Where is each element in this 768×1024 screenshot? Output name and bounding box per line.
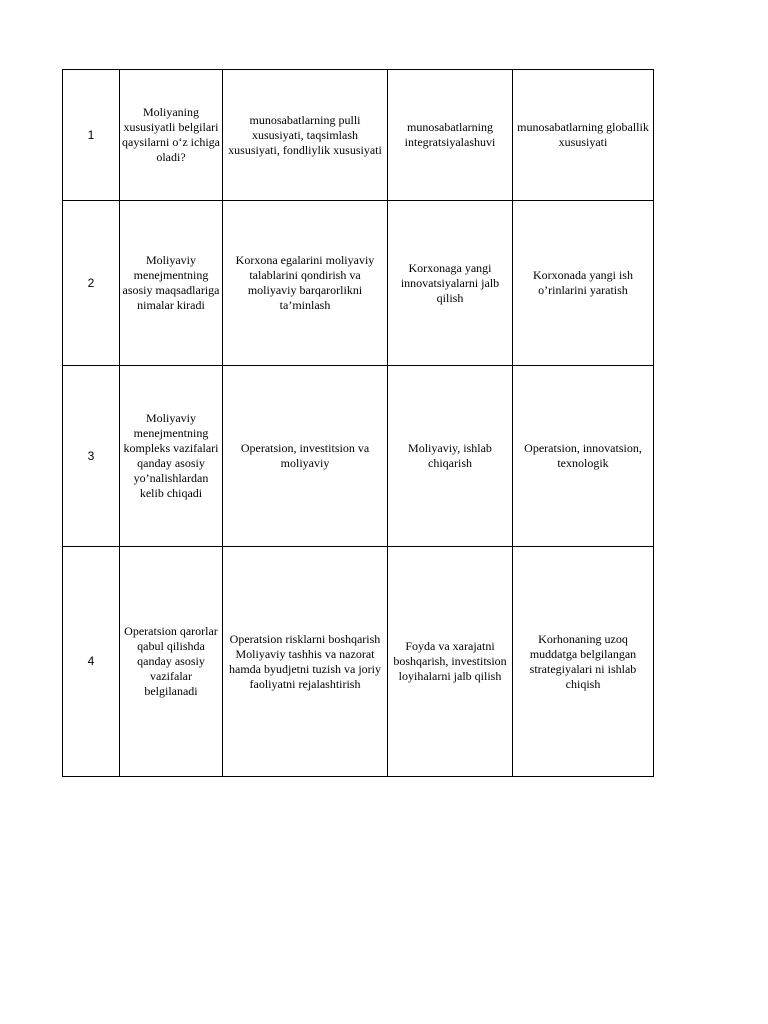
table-row <box>63 201 654 366</box>
answer-b-cell: Moliyaviy, ishlab chiqarish <box>388 366 513 547</box>
table-row <box>63 70 654 201</box>
row-number: 3 <box>63 366 120 547</box>
answer-c-cell: Operatsion, innovatsion, texnologik <box>513 366 654 547</box>
answer-a-cell: Operatsion risklarni boshqarish Moliyaviy tashhis va nazorat hamda byudjetni tuzish va joriy faoliyatni rejalashtirish <box>223 547 388 777</box>
answer-b-cell: Korxonaga yangi innovatsiyalarni jalb qilish <box>388 201 513 366</box>
answer-b-cell: munosabatlarning integratsiyalashuvi <box>388 70 513 201</box>
question-cell: Moliyaviy menejmentning kompleks vazifalari qanday asosiy yo’nalishlardan kelib chiqadi <box>120 366 223 547</box>
answer-a-cell: Operatsion, investitsion va moliyaviy <box>223 366 388 547</box>
question-cell: Operatsion qarorlar qabul qilishda qanday asosiy vazifalar belgilanadi <box>120 547 223 777</box>
question-cell: Moliyaning xususiyatli belgilari qaysilarni o‘z ichiga oladi? <box>120 70 223 201</box>
table-row <box>63 547 654 777</box>
questions-table <box>62 69 654 777</box>
answer-c-cell: Korhonaning uzoq muddatga belgilangan strategiyalari ni ishlab chiqish <box>513 547 654 777</box>
answer-c-cell: Korxonada yangi ish o’rinlarini yaratish <box>513 201 654 366</box>
answer-a-cell: munosabatlarning pulli xususiyati, taqsimlash xususiyati, fondliylik xususiyati <box>223 70 388 201</box>
row-number: 4 <box>63 547 120 777</box>
answer-c-cell: munosabatlarning globallik xususiyati <box>513 70 654 201</box>
row-number: 2 <box>63 201 120 366</box>
answer-a-cell: Korxona egalarini moliyaviy talablarini qondirish va moliyaviy barqarorlikni ta’minlash <box>223 201 388 366</box>
row-number: 1 <box>63 70 120 201</box>
answer-b-cell: Foyda va xarajatni boshqarish, investitsion loyihalarni jalb qilish <box>388 547 513 777</box>
question-cell: Moliyaviy menejmentning asosiy maqsadlariga nimalar kiradi <box>120 201 223 366</box>
table-row <box>63 366 654 547</box>
